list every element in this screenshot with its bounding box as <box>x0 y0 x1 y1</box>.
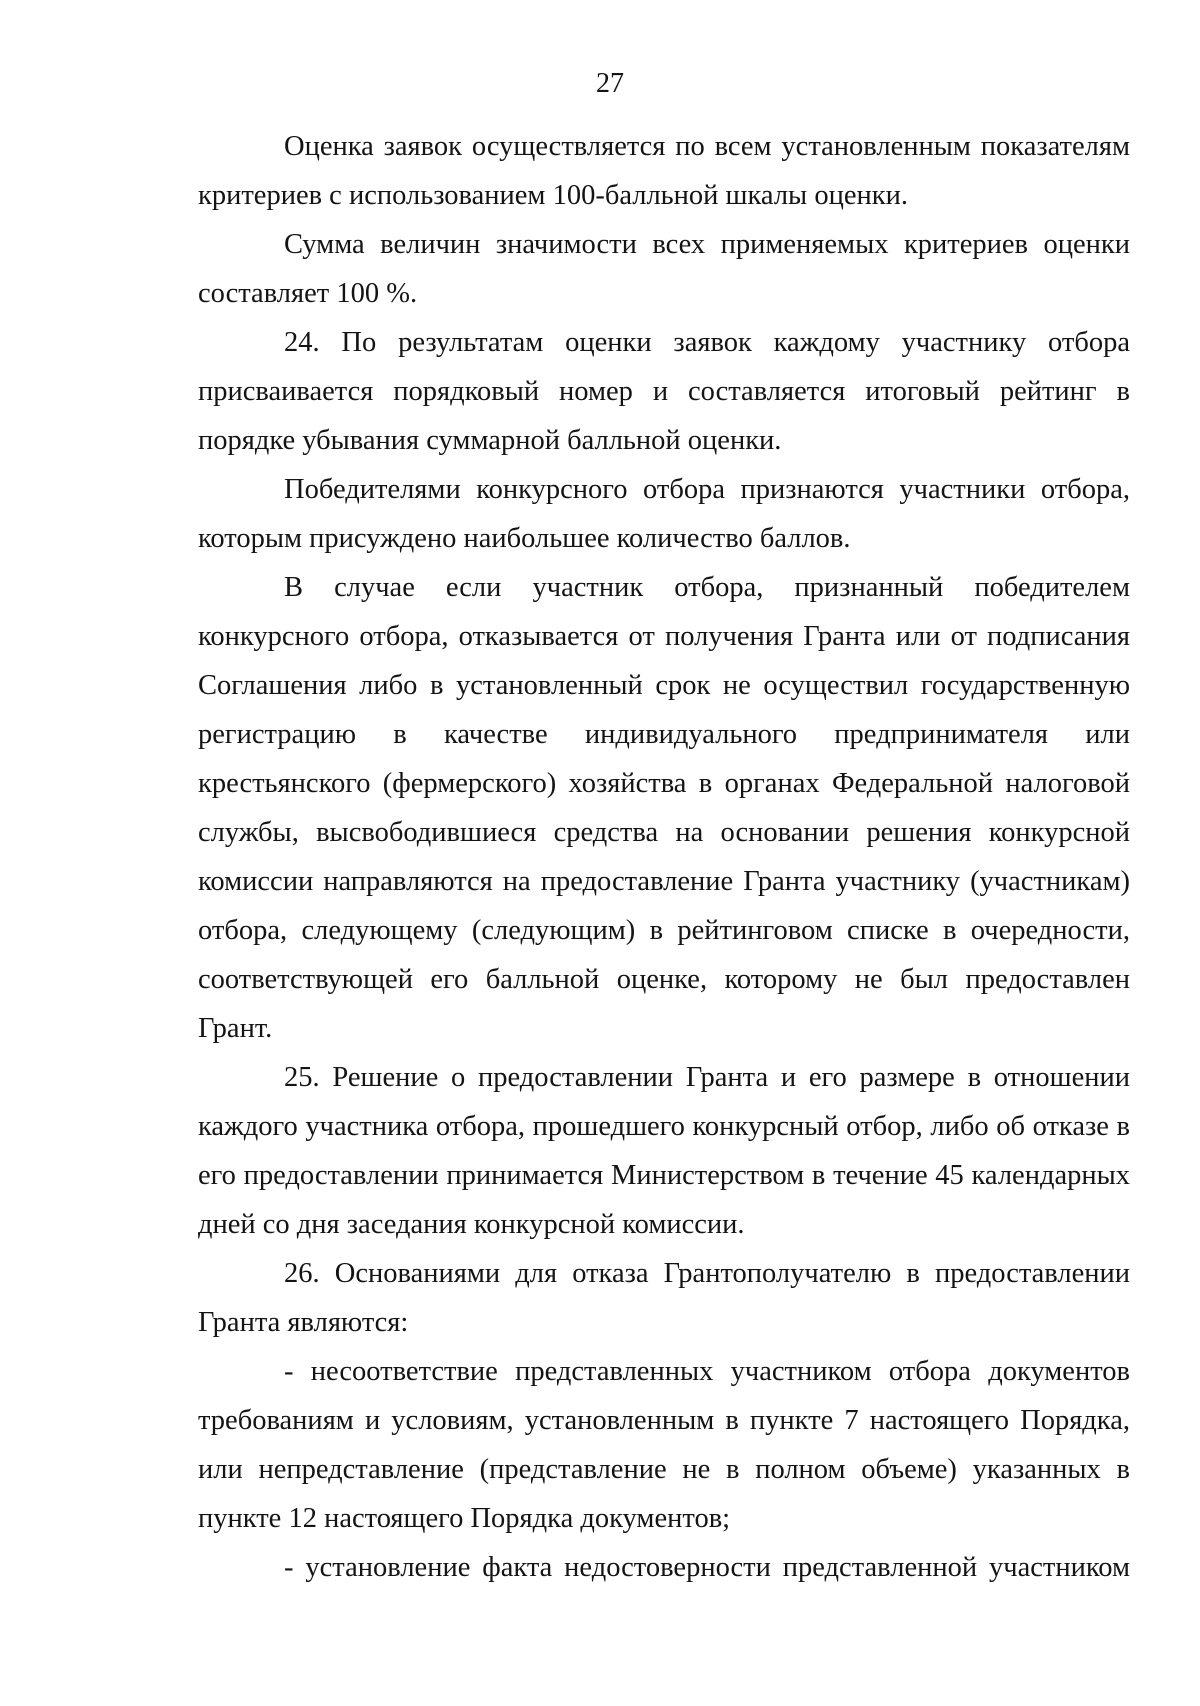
list-item-unreliability: - установление факта недостоверности представленной участником <box>284 1552 1130 1583</box>
paragraph-item-25: 25. Решение о предоставлении Гранта и его размере в отношении каждого участника отбора, прошедшего конкурсный отбор, либо об отказе в его предоставлении принимается Министерством в течение 45 календарных дней со дня заседания конкурсной комиссии. <box>198 1062 1130 1240</box>
paragraph-evaluation-method: Оценка заявок осуществляется по всем установленным показателям критериев с использованием 100-балльной шкалы оценки. <box>198 131 1130 211</box>
document-body <box>198 122 1130 1592</box>
paragraph-winner-refusal: В случае если участник отбора, признанный победителем конкурсного отбора, отказывается от получения Гранта или от подписания Соглашения либо в установленный срок не осуществил государственную регистрацию в качестве индивидуального предпринимателя или крестьянского (фермерского) хозяйства в органах Федеральной налоговой службы, высвободившиеся средства на основании решения конкурсной комиссии направляются на предоставление Гранта участнику (участникам) отбора, следующему (следующим) в рейтинговом списке в очередности, соответствующей его балльной оценке, которому не был предоставлен Грант. <box>198 572 1130 1044</box>
paragraph-item-24: 24. По результатам оценки заявок каждому участнику отбора присваивается порядковый номер и составляется итоговый рейтинг в порядке убывания суммарной балльной оценки. <box>198 327 1130 456</box>
list-item-document-mismatch: - несоответствие представленных участником отбора документов требованиям и условиям, установленным в пункте 7 настоящего Порядка, или непредставление (представление не в полном объеме) указанных в пункте 12 настоящего Порядка документов; <box>198 1356 1130 1534</box>
paragraph-criteria-sum: Сумма величин значимости всех применяемых критериев оценки составляет 100 %. <box>198 229 1130 309</box>
paragraph-winners: Победителями конкурсного отбора признаются участники отбора, которым присуждено наибольшее количество баллов. <box>198 474 1130 554</box>
paragraph-item-26: 26. Основаниями для отказа Грантополучателю в предоставлении Гранта являются: <box>198 1258 1130 1338</box>
page-number: 27 <box>596 68 624 99</box>
